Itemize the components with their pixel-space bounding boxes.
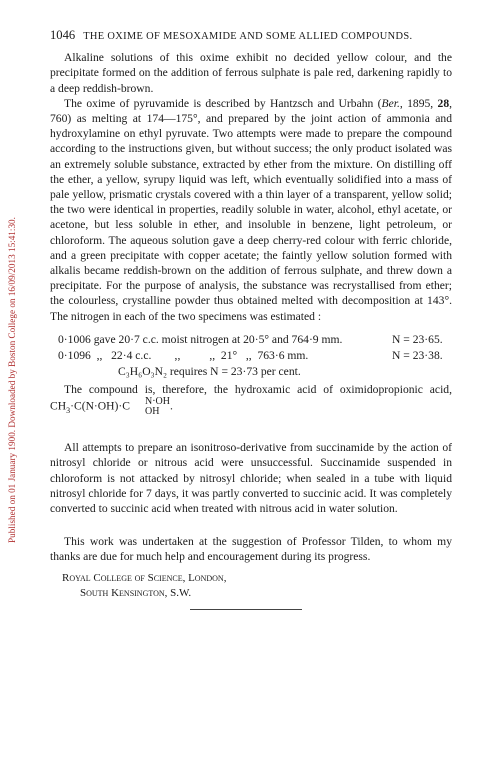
analysis-row [58, 332, 452, 348]
page-number: 1046 [50, 28, 76, 42]
formula-requirement [58, 364, 452, 380]
analysis-result: N = 23·38. [392, 348, 443, 362]
empirical-formula: C₃H₆O₃N₂ [118, 364, 168, 378]
running-header [50, 28, 452, 44]
running-title: THE OXIME OF MESOXAMIDE AND SOME ALLIED COMPOUNDS. [83, 31, 413, 42]
p2-text-a: The oxime of pyruvamide is described by Hantzsch and Urbahn ( [64, 96, 382, 110]
p2-text-c: , 760) as melting at 174—175°, and prepared by the joint action of ammonia and hydroxylamine on ethyl pyruvate. Two attempts were made to prepare the compound according to the instructions given, but without success; the only product isolated was an extremely soluble substance, extracted by ether from the mixture. On distilling off the ether, a yellow, syrupy liquid was left, which eventually solidified into a mass of pale yellow, prismatic crystals covered with a thin layer of a transparent, yellow solid; the two were identical in properties, readily soluble in water, alcohol, ethyl acetate, or acetone, but less soluble in ether, and insoluble in benzene, light petroleum, or chloroform. The aqueous solution gave a deep cherry-red colour with ferric chloride, and a green precipitate with copper acetate; the faintly yellow solution formed with alkalis became reddish-brown on the addition of ferrous sulphate, and threw down a precipitate. For the purpose of analysis, the substance was recrystallised from ether; the colourless, crystalline powder thus obtained melted with decomposition at 143°. The nitrogen in each of the two specimens was estimated : [50, 96, 453, 323]
branch-top: N·OH [145, 396, 170, 408]
address-line-2: South Kensington, S.W. [80, 586, 192, 599]
paragraph-conclusion [50, 382, 452, 418]
p3-text-a: The compound is, therefore, the hydroxamic acid of oximidopropionic acid, CH [50, 382, 452, 413]
analysis-row [58, 348, 452, 364]
formula-subscript: 3 [66, 406, 71, 416]
address-line-1: Royal College of Science, London, [62, 571, 227, 584]
nitrogen-analysis [58, 332, 452, 380]
page-body [50, 28, 452, 610]
paragraph-pyruvamide [50, 96, 452, 324]
p3-text-b: ·C(N·OH)·C [70, 399, 130, 413]
paragraph-alkaline: Alkaline solutions of this oxime exhibit no decided yellow colour, and the precipitate formed on the addition of ferrous sulphate is pale red, darkening rapidly to a deep reddish-brown. [50, 51, 452, 95]
end-rule [190, 609, 302, 610]
paragraph-acknowledgement: This work was undertaken at the suggestion of Professor Tilden, to whom my thanks are due for much help and encouragement during its progress. [50, 535, 452, 564]
citation-journal: Ber. [381, 96, 400, 110]
structural-branch [131, 397, 170, 417]
requirement-text: requires N = 23·73 per cent. [167, 364, 301, 378]
analysis-measurement: 0·1096 ,, 22·4 c.c. ,, ,, 21° ,, 763·6 mm. [58, 348, 309, 362]
analysis-result: N = 23·65. [392, 332, 443, 346]
paragraph-succinamide: All attempts to prepare an isonitroso-derivative from succinamide by the action of nitrosyl chloride or nitrous acid were unsuccessful. Succinamide suspended in chloroform is not attacked by nitrosyl chloride; when sealed in a tube with liquid nitrosyl chloride for 7 days, it was partly converted to succinic acid. It was completely converted to succinic acid when treated with nitrous acid in water solution. [50, 441, 452, 516]
citation-volume: 28 [437, 96, 450, 110]
analysis-measurement: 0·1006 gave 20·7 c.c. moist nitrogen at 20·5° and 764·9 mm. [58, 332, 343, 346]
download-watermark [4, 60, 20, 700]
author-address [50, 571, 452, 601]
branch-bottom: OH [145, 406, 160, 418]
download-watermark-text: Published on 01 January 1900. Downloaded by Boston College on 16/09/2013 15:41:30. [7, 217, 17, 543]
p3-text-c: . [170, 399, 173, 413]
p2-text-b: , 1895, [399, 96, 438, 110]
